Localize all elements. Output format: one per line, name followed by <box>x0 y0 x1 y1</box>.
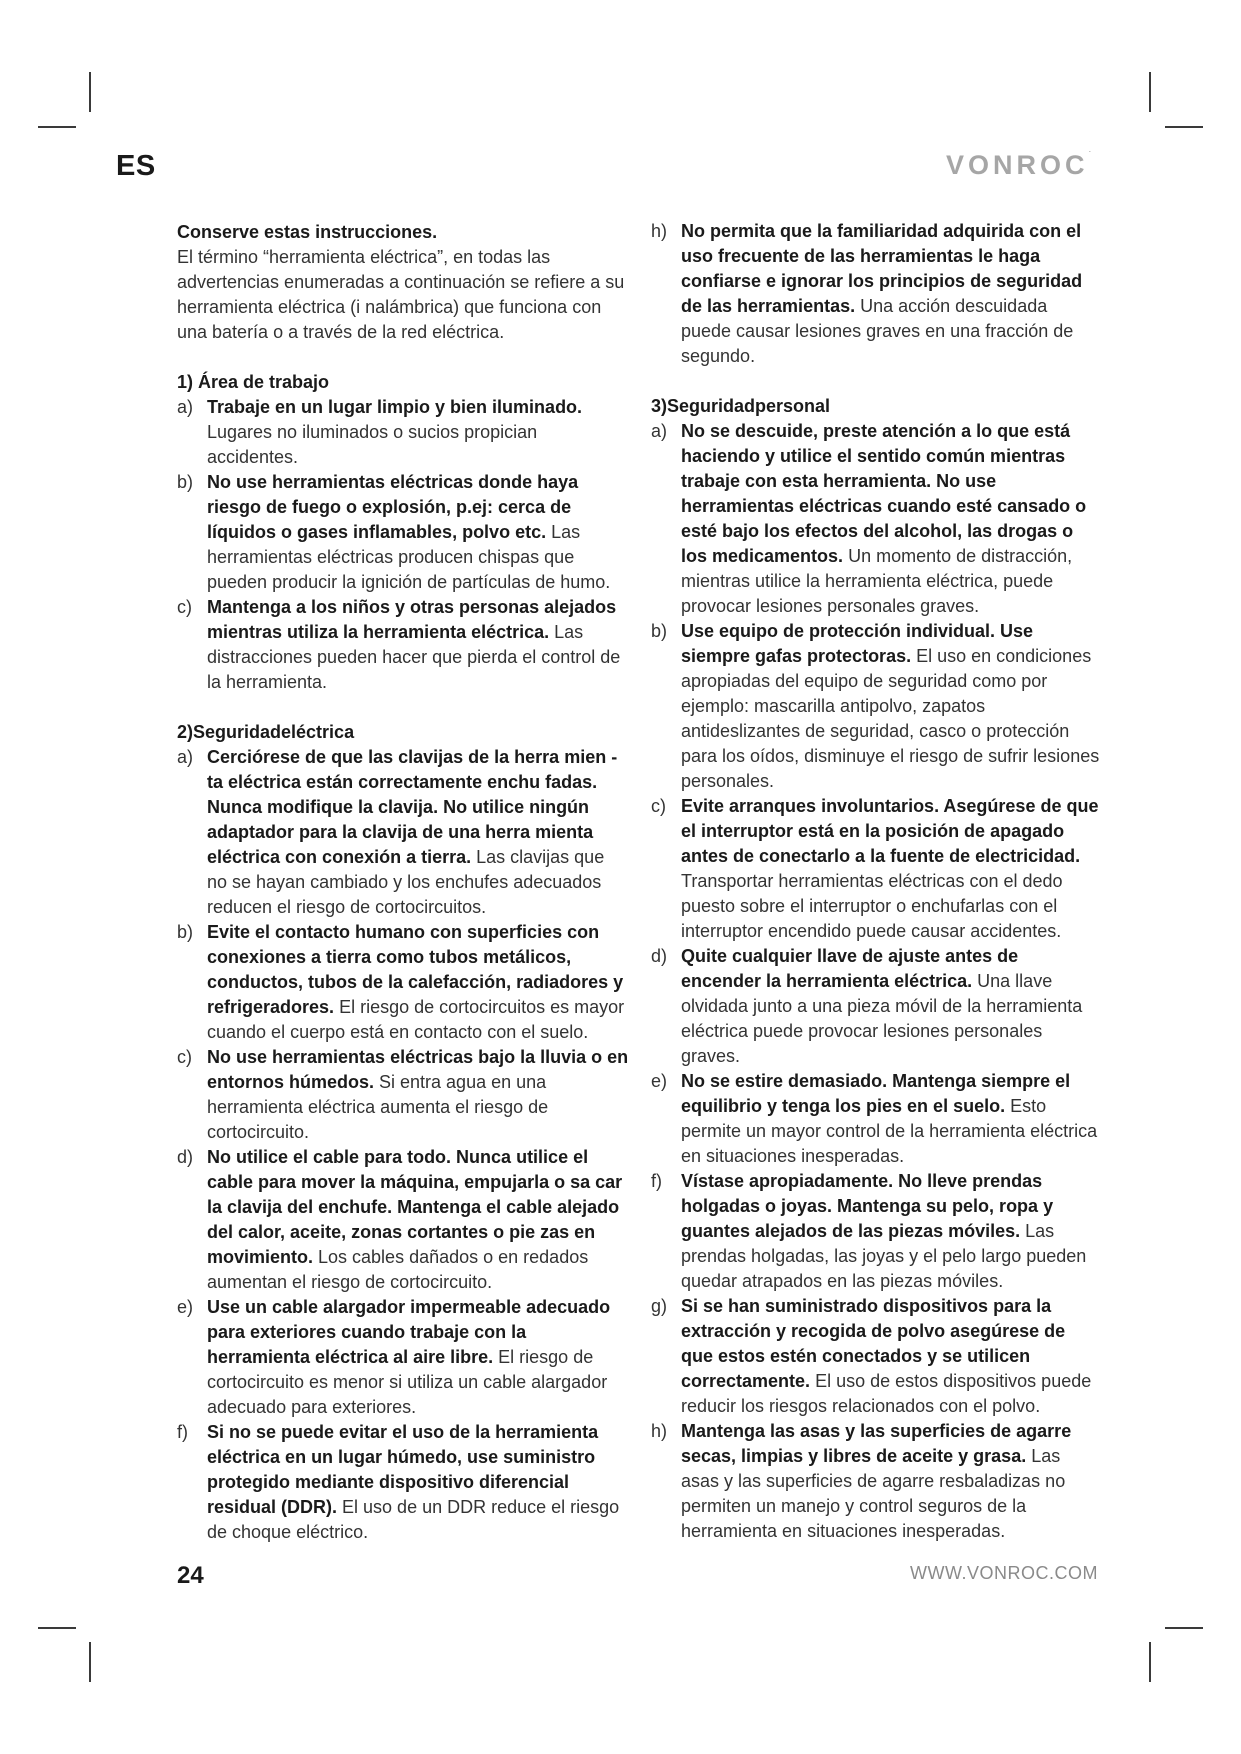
intro-text: El término “herramienta eléctrica”, en todas las advertencias enumeradas a continuación se refiere a su herramienta eléctrica (i nalámbrica) que funciona con una batería o a través de la red eléctrica. <box>177 247 625 342</box>
item-warning: Evite arranques involuntarios. Asegúrese de que el interruptor está en la posición de apagado antes de conectarlo a la fuente de electricidad. <box>681 796 1099 866</box>
item-label: c) <box>651 796 666 816</box>
brand-trademark: ˙ <box>1088 150 1092 159</box>
item-text: Las asas y las superficies de agarre resbaladizas no permiten un manejo y control seguros de la herramienta en situaciones inesperadas. <box>681 1446 1066 1541</box>
website-url: WWW.VONROC.COM <box>910 1563 1098 1583</box>
item-warning: Mantenga a los niños y otras personas alejados mientras utiliza la herramienta eléctrica. <box>207 597 617 642</box>
list-item <box>177 1295 629 1420</box>
item-label: d) <box>177 1147 194 1167</box>
page-number: 24 <box>177 1562 204 1589</box>
item-label: g) <box>651 1296 668 1316</box>
item-label: e) <box>651 1071 668 1091</box>
crop-mark <box>1149 1642 1151 1682</box>
item-text: Las clavijas que no se hayan cambiado y los enchufes adecuados reducen el riesgo de cortocircuitos. <box>207 847 605 917</box>
list-item <box>651 219 1101 369</box>
item-warning: No permita que la familiaridad adquirida con el uso frecuente de las herramientas le haga confiarse e ignorar los principios de seguridad de las herramientas. <box>681 221 1083 316</box>
left-column <box>177 220 629 1545</box>
language-code: ES <box>116 150 156 182</box>
item-text: Las distracciones pueden hacer que pierda el control de la herramienta. <box>207 622 621 692</box>
item-warning: No use herramientas eléctricas bajo la lluvia o en entornos húmedos. <box>207 1047 629 1092</box>
list-item <box>651 1069 1101 1169</box>
item-warning: Si no se puede evitar el uso de la herramienta eléctrica en un lugar húmedo, use suministro protegido mediante dispositivo diferencial residual (DDR). <box>207 1422 599 1517</box>
list-item <box>651 1169 1101 1294</box>
item-warning: No se descuide, preste atención a lo que está haciendo y utilice el sentido común mientras trabaje con esta herramienta. No use herramientas eléctricas cuando esté cansado o esté bajo los efectos del alcohol, las drogas o los medicamentos. <box>681 421 1087 566</box>
item-label: c) <box>177 1047 192 1067</box>
item-warning: Si se han suministrado dispositivos para la extracción y recogida de polvo asegúrese de que estos estén conectados y se utilicen correctamente. <box>681 1296 1066 1391</box>
crop-mark <box>38 1627 76 1629</box>
crop-mark <box>1165 126 1203 128</box>
list-item <box>177 1420 629 1545</box>
brand-name: VONROC <box>946 150 1089 180</box>
item-text: Los cables dañados o en redados aumentan el riesgo de cortocircuito. <box>207 1247 589 1292</box>
list-item <box>177 920 629 1045</box>
item-label: b) <box>177 922 194 942</box>
crop-mark <box>38 126 76 128</box>
item-label: c) <box>177 597 192 617</box>
item-warning: Use equipo de protección individual. Use siempre gafas protectoras. <box>681 621 1034 666</box>
item-text: Si entra agua en una herramienta eléctrica aumenta el riesgo de cortocircuito. <box>207 1072 549 1142</box>
right-column <box>651 219 1101 1544</box>
item-label: b) <box>651 621 668 641</box>
item-text: Esto permite un mayor control de la herramienta eléctrica en situaciones inesperadas. <box>681 1096 1098 1166</box>
list-item <box>651 619 1101 794</box>
item-label: f) <box>651 1171 662 1191</box>
item-text: Una llave olvidada junto a una pieza móvil de la herramienta eléctrica puede provocar lesiones personales graves. <box>681 971 1083 1066</box>
list-item <box>651 944 1101 1069</box>
item-text: Una acción descuidada puede causar lesiones graves en una fracción de segundo. <box>681 296 1074 366</box>
item-text: El uso de un DDR reduce el riesgo de choque eléctrico. <box>207 1497 620 1542</box>
item-text: El riesgo de cortocircuitos es mayor cuando el cuerpo está en contacto con el suelo. <box>207 997 625 1042</box>
item-warning: Evite el contacto humano con superficies con conexiones a tierra como tubos metálicos, conductos, tubos de la calefacción, radiadores y refrigeradores. <box>207 922 624 1017</box>
section-title: 1) Área de trabajo <box>177 372 330 392</box>
list-item <box>177 1045 629 1145</box>
list-item <box>177 470 629 595</box>
list-item <box>651 1294 1101 1419</box>
list-item <box>177 745 629 920</box>
item-warning: Quite cualquier llave de ajuste antes de encender la herramienta eléctrica. <box>681 946 1019 991</box>
item-text: Las herramientas eléctricas producen chispas que pueden producir la ignición de partículas de humo. <box>207 522 611 592</box>
item-label: e) <box>177 1297 194 1317</box>
brand-logo <box>946 150 1091 181</box>
item-text: El uso de estos dispositivos puede reducir los riesgos relacionados con el polvo. <box>681 1371 1092 1416</box>
section-title: 2)Seguridadeléctrica <box>177 722 355 742</box>
item-text: Lugares no iluminados o sucios propician accidentes. <box>207 422 538 467</box>
item-text: El uso en condiciones apropiadas del equipo de seguridad como por ejemplo: mascarilla antipolvo, zapatos antideslizantes de seguridad, casco o protección para los oídos, disminuye el riesgo de sufrir lesiones personales. <box>681 646 1100 791</box>
crop-mark <box>1165 1627 1203 1629</box>
item-label: h) <box>651 1421 668 1441</box>
item-warning: Vístase apropiadamente. No lleve prendas holgadas o joyas. Mantenga su pelo, ropa y guantes alejados de las piezas móviles. <box>681 1171 1054 1241</box>
item-label: a) <box>177 397 194 417</box>
item-label: f) <box>177 1422 188 1442</box>
item-warning: No use herramientas eléctricas donde haya riesgo de fuego o explosión, p.ej: cerca de líquidos o gases inflamables, polvo etc. <box>207 472 579 542</box>
crop-mark <box>1149 72 1151 112</box>
item-label: a) <box>177 747 194 767</box>
item-label: a) <box>651 421 668 441</box>
list-item <box>651 1419 1101 1544</box>
list-item <box>177 595 629 695</box>
crop-mark <box>89 72 91 112</box>
item-text: Transportar herramientas eléctricas con el dedo puesto sobre el interruptor o enchufarlas con el interruptor encendido puede causar accidentes. <box>681 871 1063 941</box>
item-text: Las prendas holgadas, las joyas y el pelo largo pueden quedar atrapados en las piezas móviles. <box>681 1221 1087 1291</box>
item-text: El riesgo de cortocircuito es menor si utiliza un cable alargador adecuado para exteriores. <box>207 1347 608 1417</box>
item-label: b) <box>177 472 194 492</box>
intro-title: Conserve estas instrucciones. <box>177 222 438 242</box>
item-text: Un momento de distracción, mientras utilice la herramienta eléctrica, puede provocar lesiones personales graves. <box>681 546 1073 616</box>
item-warning: Cerciórese de que las clavijas de la herra mien - ta eléctrica están correctamente enchu fadas. Nunca modifique la clavija. No utilice ningún adaptador para la clavija de una herra mienta eléctrica con conexión a tierra. <box>207 747 618 867</box>
item-label: h) <box>651 221 668 241</box>
list-item <box>177 395 629 470</box>
item-warning: Mantenga las asas y las superficies de agarre secas, limpias y libres de aceite y grasa. <box>681 1421 1072 1466</box>
list-item <box>177 1145 629 1295</box>
item-warning: No se estire demasiado. Mantenga siempre el equilibrio y tenga los pies en el suelo. <box>681 1071 1071 1116</box>
item-warning: Use un cable alargador impermeable adecuado para exteriores cuando trabaje con la herramienta eléctrica al aire libre. <box>207 1297 611 1367</box>
item-warning: Trabaje en un lugar limpio y bien iluminado. <box>207 397 583 417</box>
item-warning: No utilice el cable para todo. Nunca utilice el cable para mover la máquina, empujarla o sa car la clavija del enchufe. Mantenga el cable alejado del calor, aceite, zonas cortantes o pie zas en movimiento. <box>207 1147 623 1267</box>
section-title: 3)Seguridadpersonal <box>651 396 831 416</box>
crop-mark <box>89 1642 91 1682</box>
list-item <box>651 794 1101 944</box>
item-label: d) <box>651 946 668 966</box>
list-item <box>651 419 1101 619</box>
